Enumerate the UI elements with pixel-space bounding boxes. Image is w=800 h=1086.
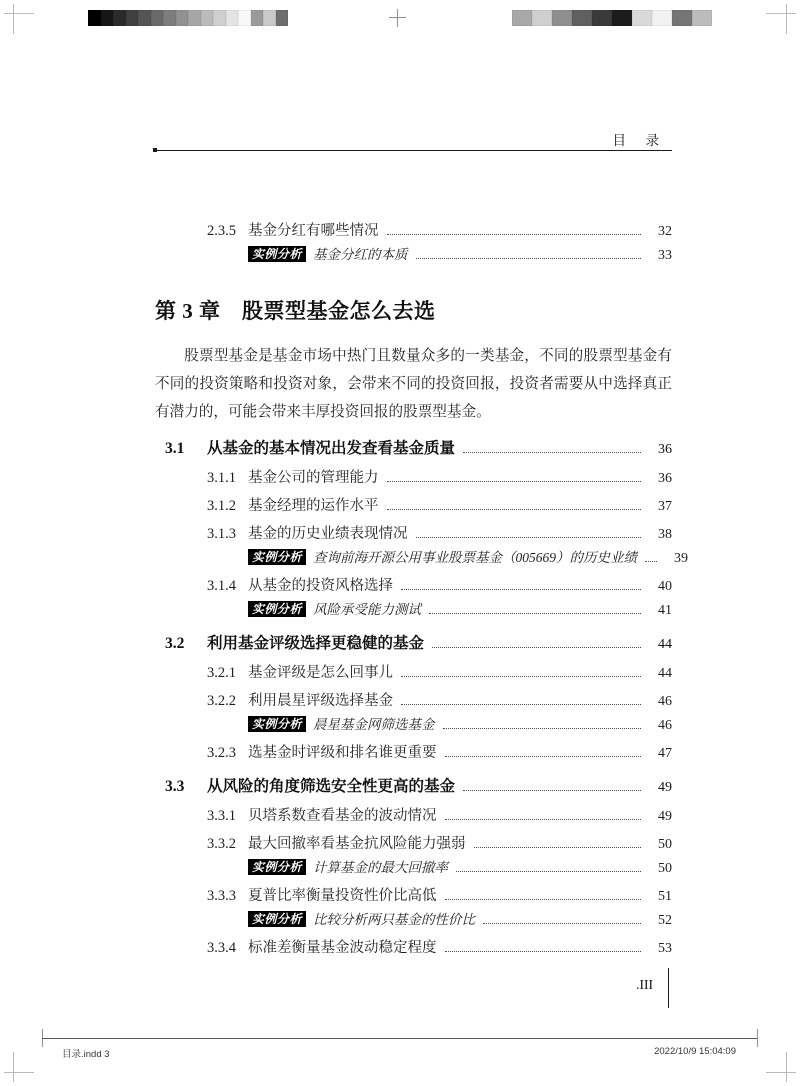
toc-entry-page: 38 <box>658 527 672 542</box>
toc-entry-title: 基金经理的运作水平 <box>248 498 379 514</box>
dot-leader <box>401 589 641 590</box>
dot-leader <box>445 951 642 952</box>
crop-mark <box>13 1052 14 1082</box>
calibration-swatch <box>188 10 201 26</box>
dot-leader <box>416 258 641 259</box>
toc-row-case[interactable] <box>155 857 672 879</box>
calibration-swatch <box>276 10 289 26</box>
case-analysis-badge: 实例分析 <box>248 859 306 875</box>
toc-entry-title: 从基金的投资风格选择 <box>248 578 393 594</box>
toc-entry-title: 选基金时评级和排名谁更重要 <box>248 745 437 761</box>
calibration-swatch <box>512 10 532 26</box>
toc-row-3.1[interactable] <box>155 438 672 461</box>
calibration-swatch <box>88 10 101 26</box>
chapter-intro-paragraph: 股票型基金是基金市场中热门且数量众多的一类基金，不同的股票型基金有不同的投资策略和投资对象，会带来不同的投资回报，投资者需要从中选择真正有潜力的，可能会带来丰厚投资回报的股票型基金。 <box>155 348 672 420</box>
toc-content <box>155 214 689 959</box>
slug-filename: 目录.indd 3 <box>62 1049 110 1060</box>
dot-leader <box>429 613 641 614</box>
toc-entry-page: 40 <box>658 579 672 594</box>
toc-entry-number: 3.1 <box>165 440 185 457</box>
case-analysis-badge: 实例分析 <box>248 911 306 927</box>
toc-entry-title: 基金公司的管理能力 <box>248 470 379 486</box>
toc-entry-page: 50 <box>658 837 672 852</box>
calibration-swatch <box>592 10 612 26</box>
toc-entry-title: 计算基金的最大回撤率 <box>313 860 449 875</box>
toc-row-3.2.2[interactable] <box>155 691 672 712</box>
toc-row-3.1.2[interactable] <box>155 496 672 517</box>
toc-entry-title: 基金分红的本质 <box>313 247 408 262</box>
crop-mark <box>786 1052 787 1082</box>
toc-entry-page: 36 <box>658 442 672 457</box>
toc-entry-number: 3.2.2 <box>207 693 236 709</box>
toc-entry-title: 利用晨星评级选择基金 <box>248 693 393 709</box>
dot-leader <box>456 871 641 872</box>
dot-leader <box>387 509 642 510</box>
dot-leader <box>416 537 642 538</box>
calibration-swatch <box>101 10 114 26</box>
toc-row-3.3[interactable] <box>155 776 672 799</box>
calibration-swatch <box>692 10 712 26</box>
dot-leader <box>463 790 641 791</box>
toc-row-3.2.1[interactable] <box>155 663 672 684</box>
toc-row-3.2.3[interactable] <box>155 743 672 764</box>
crop-mark <box>766 1072 796 1073</box>
calibration-swatch <box>151 10 164 26</box>
toc-entry-number: 3.3 <box>165 778 185 795</box>
crop-mark <box>786 4 787 34</box>
toc-entry-page: 46 <box>658 718 672 733</box>
running-head-title: 目 录 <box>612 133 662 148</box>
toc-entry-title: 风险承受能力测试 <box>313 602 422 617</box>
calibration-swatch <box>213 10 226 26</box>
toc-entry-title: 基金分红有哪些情况 <box>248 223 379 239</box>
toc-entry-number: 3.1.1 <box>207 470 236 486</box>
toc-entry-page: 49 <box>658 809 672 824</box>
toc-entry-title: 贝塔系数查看基金的波动情况 <box>248 808 437 824</box>
toc-row-3.1.4[interactable] <box>155 576 672 597</box>
toc-entry-page: 46 <box>658 694 672 709</box>
header-rule-dot <box>153 148 157 152</box>
calibration-swatch <box>552 10 572 26</box>
toc-entry-title: 最大回撤率看基金抗风险能力强弱 <box>248 836 466 852</box>
toc-row-3.3.3[interactable] <box>155 886 672 907</box>
toc-entry-title: 从风险的角度筛选安全性更高的基金 <box>207 778 456 795</box>
toc-entry-number: 3.1.2 <box>207 498 236 514</box>
dot-leader <box>401 676 641 677</box>
case-analysis-badge: 实例分析 <box>248 601 306 617</box>
folio-rule <box>668 968 669 1008</box>
slug-rule <box>42 1038 757 1039</box>
toc-entry-number: 3.3.3 <box>207 888 236 904</box>
toc-row-case[interactable] <box>155 909 672 931</box>
calibration-swatch <box>532 10 552 26</box>
calibration-swatch <box>672 10 692 26</box>
registration-mark <box>397 9 398 27</box>
toc-entry-number: 2.3.5 <box>207 223 236 239</box>
dot-leader <box>445 756 642 757</box>
toc-entry-number: 3.2.1 <box>207 665 236 681</box>
toc-row-3.3.4[interactable] <box>155 938 672 959</box>
dot-leader <box>645 561 657 562</box>
dot-leader <box>387 234 642 235</box>
toc-row-3.1.3[interactable] <box>155 524 672 545</box>
toc-entry-page: 36 <box>658 471 672 486</box>
dot-leader <box>445 819 642 820</box>
calibration-swatch <box>226 10 239 26</box>
crop-mark <box>757 1029 758 1047</box>
dot-leader <box>445 899 642 900</box>
calibration-swatch <box>163 10 176 26</box>
toc-row-case[interactable] <box>155 714 672 736</box>
dot-leader <box>474 847 642 848</box>
toc-entry-number: 3.2 <box>165 635 185 652</box>
crop-mark <box>13 4 14 34</box>
toc-entry-number: 3.3.2 <box>207 836 236 852</box>
toc-entry-title: 比较分析两只基金的性价比 <box>313 912 476 927</box>
case-analysis-badge: 实例分析 <box>248 246 306 262</box>
toc-entry-page: 44 <box>658 637 672 652</box>
calibration-swatch <box>138 10 151 26</box>
toc-row-case[interactable] <box>155 599 672 621</box>
toc-entry-page: 41 <box>658 603 672 618</box>
toc-row-case[interactable] <box>155 547 689 569</box>
crop-mark <box>766 13 796 14</box>
calibration-swatch <box>572 10 592 26</box>
toc-entry-page: 47 <box>658 746 672 761</box>
toc-row-3.3.2[interactable] <box>155 834 672 855</box>
toc-entry-page: 44 <box>658 666 672 681</box>
calibration-swatch <box>632 10 652 26</box>
toc-entry-title: 基金评级是怎么回事儿 <box>248 665 393 681</box>
toc-entry-page: 33 <box>658 248 672 263</box>
calibration-swatch <box>201 10 214 26</box>
toc-entry-page: 53 <box>658 941 672 956</box>
toc-entry-title: 查询前海开源公用事业股票基金（005669）的历史业绩 <box>313 550 638 565</box>
calibration-swatch <box>113 10 126 26</box>
toc-entry-title: 基金的历史业绩表现情况 <box>248 526 408 542</box>
dot-leader <box>401 704 641 705</box>
toc-entry-page: 49 <box>658 780 672 795</box>
calibration-swatch <box>126 10 139 26</box>
calibration-swatch <box>263 10 276 26</box>
toc-row-3.3.1[interactable] <box>155 806 672 827</box>
toc-entry-page: 37 <box>658 499 672 514</box>
case-analysis-badge: 实例分析 <box>248 716 306 732</box>
toc-previous-chapter-rows <box>155 221 672 266</box>
toc-list <box>155 438 689 959</box>
toc-entry-title: 标准差衡量基金波动稳定程度 <box>248 940 437 956</box>
toc-entry-title: 从基金的基本情况出发查看基金质量 <box>207 440 456 457</box>
calibration-swatch <box>612 10 632 26</box>
toc-entry-title: 夏普比率衡量投资性价比高低 <box>248 888 437 904</box>
calibration-swatch <box>238 10 251 26</box>
toc-entry-number: 3.3.1 <box>207 808 236 824</box>
toc-row-case[interactable] <box>155 244 672 266</box>
crop-mark <box>4 1072 34 1073</box>
dot-leader <box>387 481 642 482</box>
header-rule <box>157 150 672 151</box>
toc-entry-page: 50 <box>658 861 672 876</box>
toc-entry-title: 利用基金评级选择更稳健的基金 <box>207 635 425 652</box>
calibration-swatch <box>176 10 189 26</box>
dot-leader <box>443 728 641 729</box>
case-analysis-badge: 实例分析 <box>248 549 306 565</box>
dot-leader <box>483 923 641 924</box>
crop-mark <box>4 13 34 14</box>
toc-row-2.3.5[interactable] <box>155 221 672 242</box>
toc-entry-title: 晨星基金网筛选基金 <box>313 717 435 732</box>
toc-entry-number: 3.1.4 <box>207 578 236 594</box>
toc-row-3.1.1[interactable] <box>155 468 672 489</box>
toc-entry-number: 3.2.3 <box>207 745 236 761</box>
toc-entry-page: 32 <box>658 224 672 239</box>
toc-entry-number: 3.3.4 <box>207 940 236 956</box>
toc-row-3.2[interactable] <box>155 633 672 656</box>
toc-entry-page: 39 <box>674 551 689 566</box>
toc-entry-page: 52 <box>658 913 672 928</box>
dot-leader <box>432 647 641 648</box>
calibration-bar-right <box>512 10 712 26</box>
folio-page-number: .III <box>636 977 653 992</box>
calibration-swatch <box>251 10 264 26</box>
registration-mark <box>389 17 406 18</box>
toc-entry-page: 51 <box>658 889 672 904</box>
toc-entry-number: 3.1.3 <box>207 526 236 542</box>
chapter-heading: 第 3 章 股票型基金怎么去选 <box>155 299 436 323</box>
slug-timestamp: 2022/10/9 15:04:09 <box>654 1046 736 1057</box>
calibration-swatch <box>652 10 672 26</box>
calibration-bar-left <box>88 10 288 26</box>
dot-leader <box>463 452 641 453</box>
